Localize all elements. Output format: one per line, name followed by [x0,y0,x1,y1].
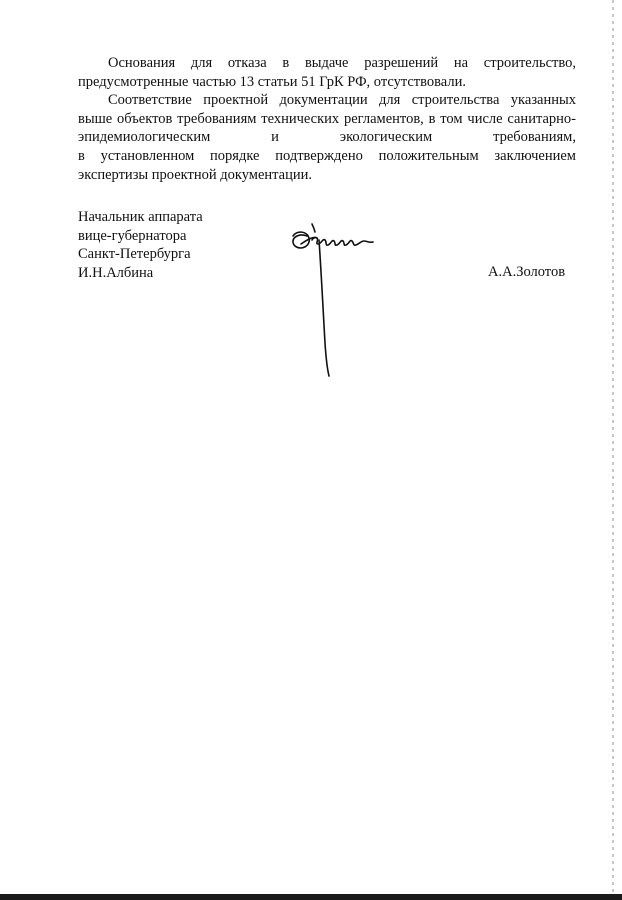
paragraph-1-line-1: Основания для отказа в выдаче разрешений на строительство, [108,55,576,71]
position-line-2: вице-губернатора [78,227,187,244]
scan-edge-right [612,0,614,900]
handwritten-signature [285,218,385,388]
position-line-1: Начальник аппарата [78,209,203,225]
paragraph-1-line-2: предусмотренные частью 13 статьи 51 ГрК РФ, отсутствовали. [78,73,466,90]
paragraph-2-line-3: эпидемиологическим и экологическим требованиям, [78,129,576,146]
position-line-4: И.Н.Албина [78,264,154,281]
signer-name: А.А.Золотов [488,264,566,280]
scan-edge-bottom [0,894,622,900]
signatory-position [78,208,203,282]
position-line-3: Санкт-Петербурга [78,246,191,263]
paragraph-2-line-1: Соответствие проектной документации для строительства указанных [108,92,576,109]
paragraph-2-line-5: экспертизы проектной документации. [78,166,312,183]
document-body [78,54,576,184]
paragraph-2-line-4: в установленном порядке подтверждено положительным заключением [78,147,576,164]
paragraph-2-line-2: выше объектов требованиям технических регламентов, в том числе санитарно- [78,110,576,127]
